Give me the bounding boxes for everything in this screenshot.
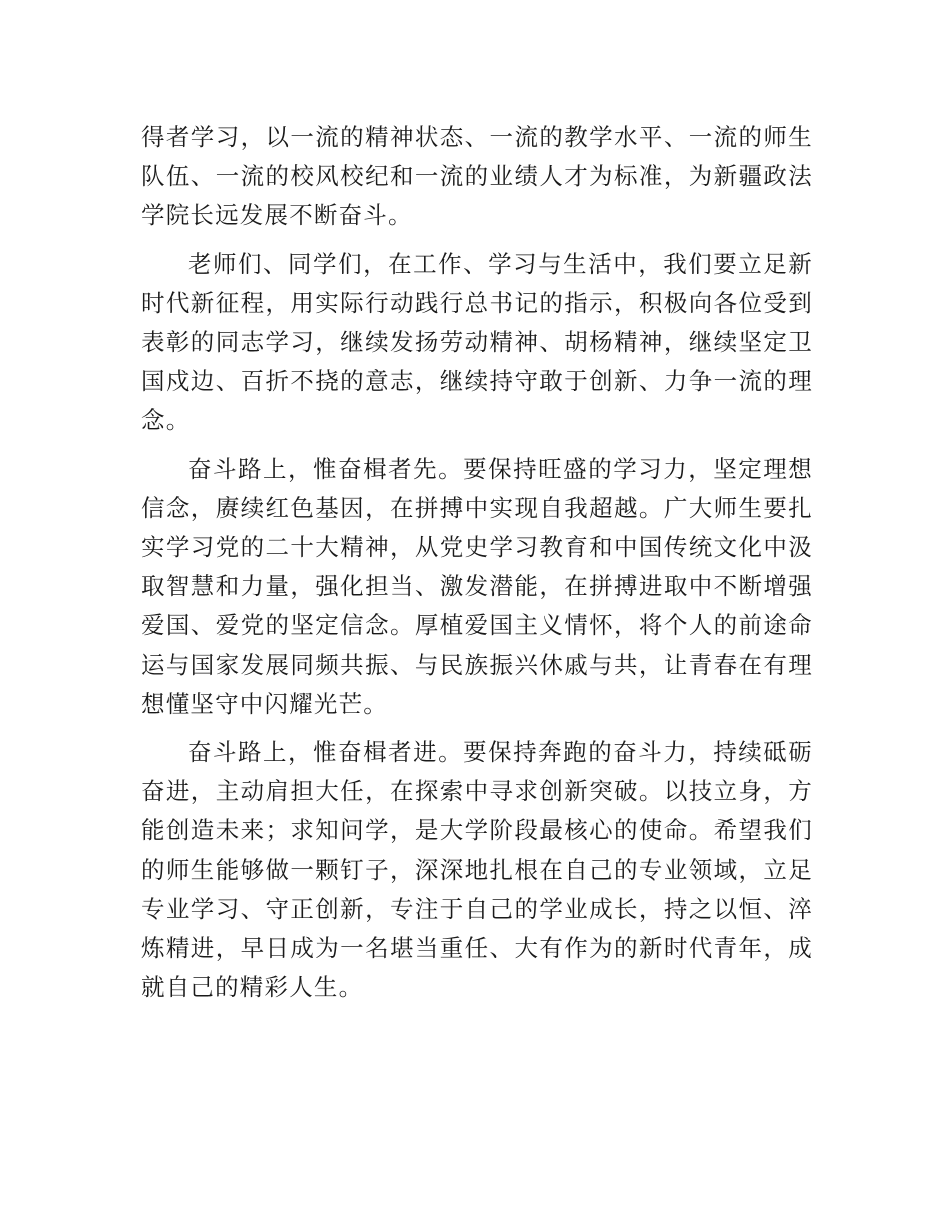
paragraph-teachers-students: 老师们、同学们，在工作、学习与生活中，我们要立足新时代新征程，用实际行动践行总书记的指示，积极向各位受到表彰的同志学习，继续发扬劳动精神、胡杨精神，继续坚定卫国戍边、百折不挠的意志，继续持守敢于创新、力争一流的理念。	[141, 249, 813, 435]
paragraph-continuation: 得者学习，以一流的精神状态、一流的教学水平、一流的师生队伍、一流的校风校纪和一流的业绩人才为标准，为新疆政法学院长远发展不断奋斗。	[141, 123, 813, 230]
paragraph-first-striving: 奋斗路上，惟奋楫者先。要保持旺盛的学习力，坚定理想信念，赓续红色基因，在拼搏中实现自我超越。广大师生要扎实学习党的二十大精神，从党史学习教育和中国传统文化中汲取智慧和力量，强化担当、激发潜能，在拼搏进取中不断增强爱国、爱党的坚定信念。厚植爱国主义情怀，将个人的前途命运与国家发展同频共振、与民族振兴休戚与共，让青春在有理想懂坚守中闪耀光芒。	[141, 454, 813, 718]
paragraph-second-striving: 奋斗路上，惟奋楫者进。要保持奔跑的奋斗力，持续砥砺奋进，主动肩担大任，在探索中寻求创新突破。以技立身，方能创造未来；求知问学，是大学阶段最核心的使命。希望我们的师生能够做一颗钉子，深深地扎根在自己的专业领域，立足专业学习、守正创新，专注于自己的学业成长，持之以恒、淬炼精进，早日成为一名堪当重任、大有作为的新时代青年，成就自己的精彩人生。	[141, 738, 813, 1002]
document-body	[141, 118, 813, 1016]
